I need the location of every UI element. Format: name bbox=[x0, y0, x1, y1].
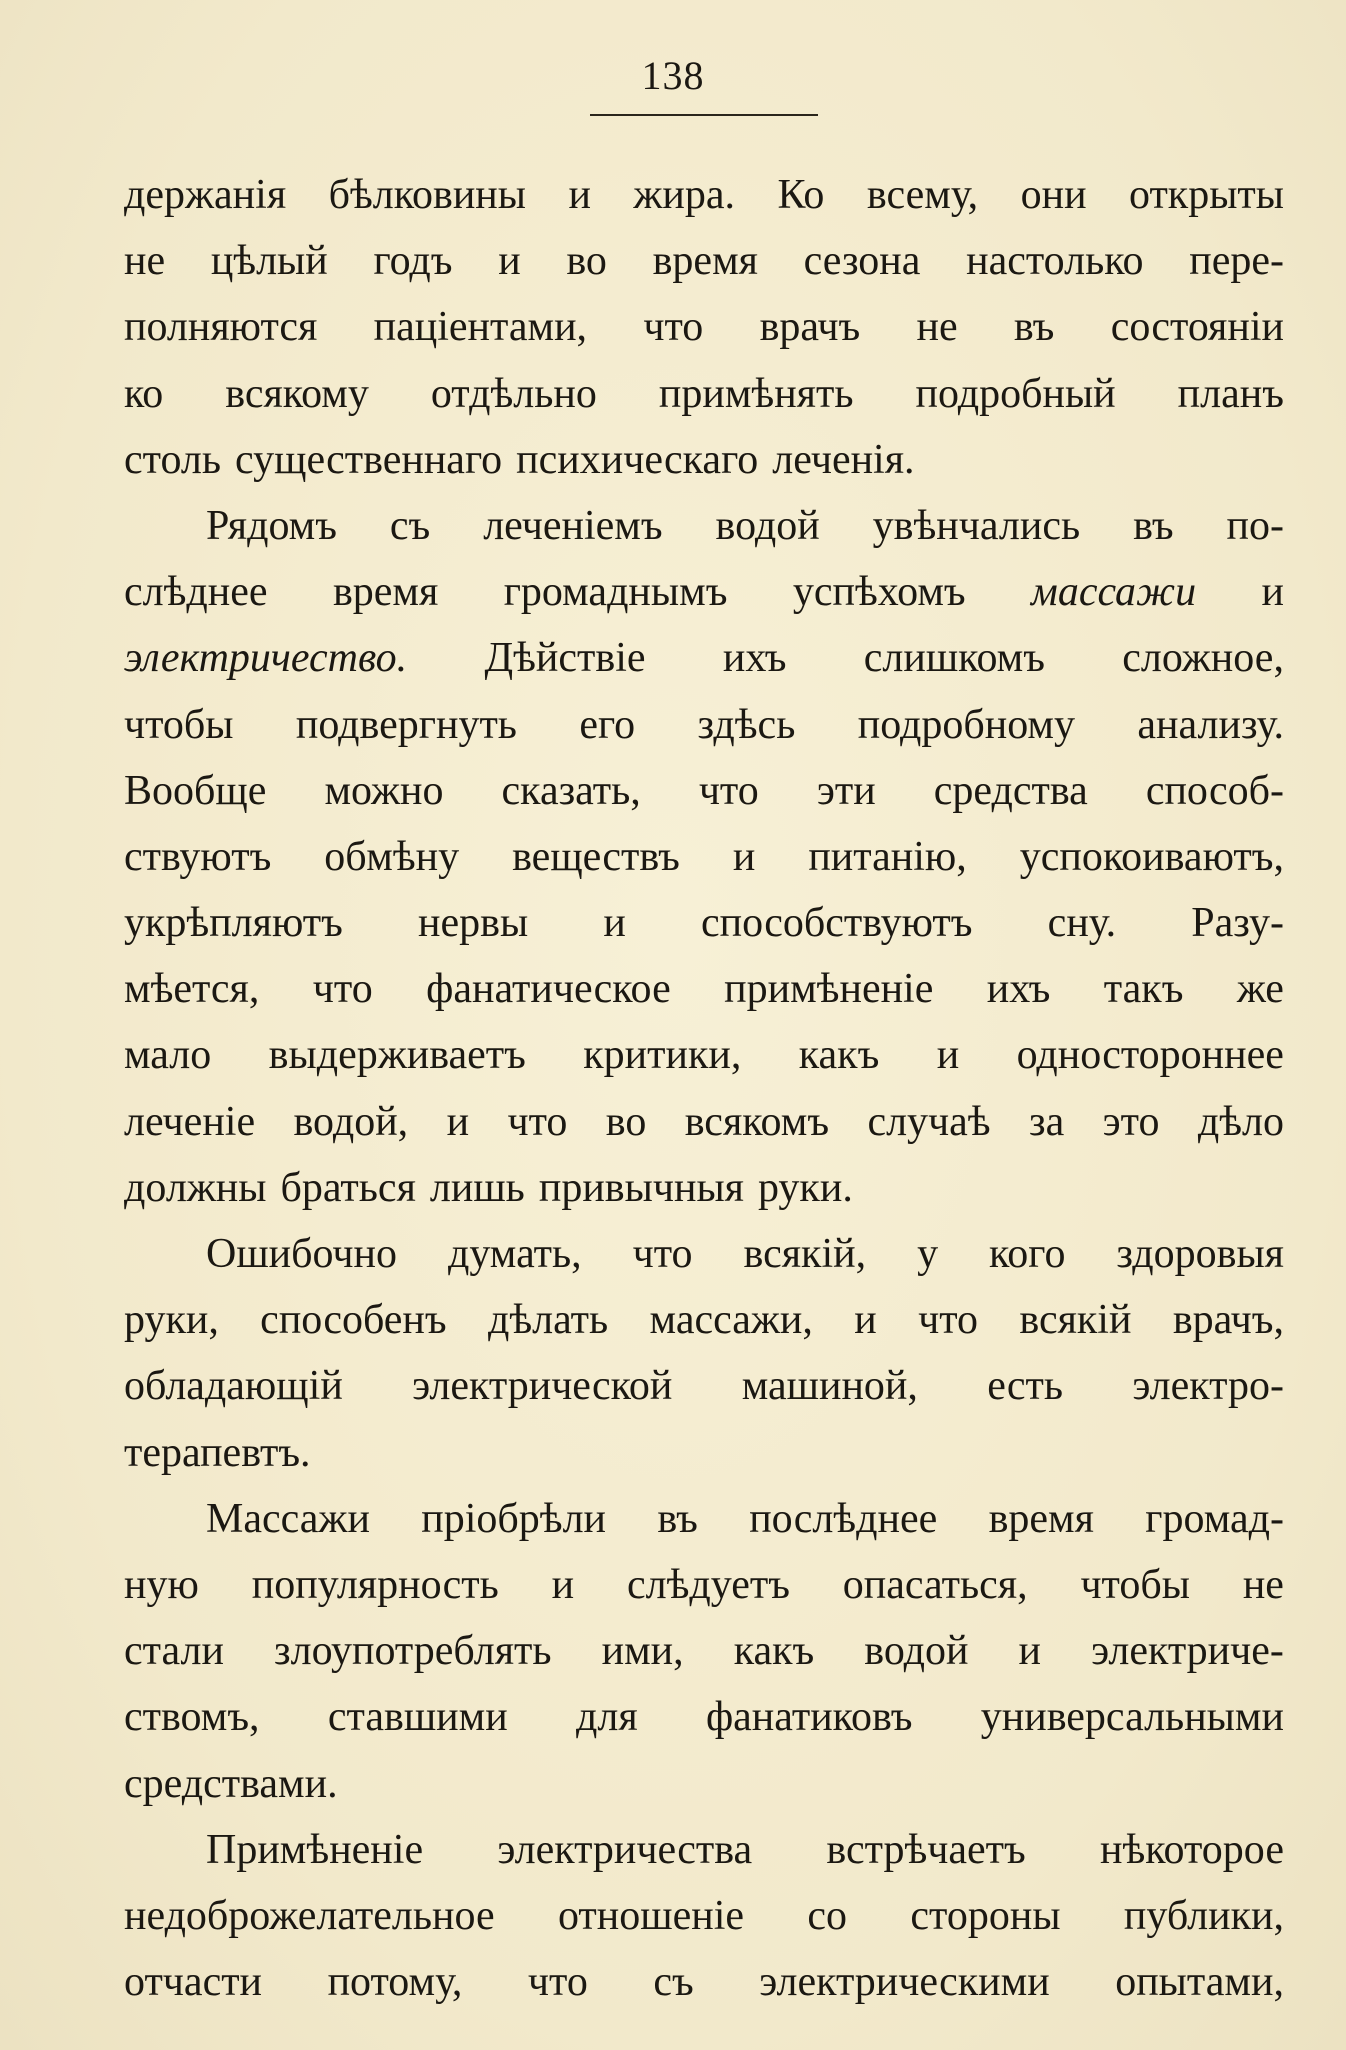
word: есть bbox=[987, 1363, 1064, 1410]
page-number: 138 bbox=[641, 53, 705, 98]
word: ихъ bbox=[722, 635, 787, 682]
word: всякій bbox=[1019, 1297, 1132, 1344]
word: массажи, bbox=[649, 1297, 813, 1344]
word: что bbox=[643, 304, 704, 351]
text-line bbox=[124, 1949, 1284, 2015]
word: не bbox=[124, 238, 166, 285]
word: и bbox=[1018, 1628, 1042, 1675]
word: способенъ bbox=[260, 1297, 447, 1344]
word: чтобы bbox=[1080, 1561, 1190, 1608]
word: что bbox=[918, 1297, 979, 1344]
word: и bbox=[551, 1561, 575, 1608]
word: въ bbox=[1133, 502, 1174, 549]
word: сезона bbox=[803, 238, 921, 285]
word: обладающій bbox=[124, 1363, 343, 1410]
word: эти bbox=[816, 767, 876, 814]
word: паціентами, bbox=[373, 304, 588, 351]
word: ими, bbox=[601, 1628, 684, 1675]
word: средствами. bbox=[124, 1760, 338, 1807]
word: во bbox=[566, 238, 607, 285]
word: дѣло bbox=[1197, 1098, 1284, 1145]
word: подробный bbox=[915, 370, 1116, 417]
text-line bbox=[124, 1817, 1284, 1883]
word: какъ bbox=[733, 1628, 815, 1675]
word: думать, bbox=[447, 1231, 582, 1277]
text-line bbox=[124, 427, 1284, 493]
word: встрѣчаетъ bbox=[826, 1826, 1026, 1873]
word: кого bbox=[989, 1231, 1066, 1277]
word: Примѣненіе bbox=[206, 1826, 424, 1873]
word: врачъ bbox=[759, 304, 861, 351]
word: за bbox=[1029, 1098, 1065, 1145]
word: успокоиваютъ, bbox=[1019, 833, 1284, 880]
word: всякій, bbox=[743, 1231, 867, 1277]
word: увѣнчались bbox=[872, 502, 1081, 549]
word: время bbox=[652, 238, 758, 285]
word: питанію, bbox=[808, 833, 967, 880]
word: подробному bbox=[857, 701, 1075, 748]
word: популярность bbox=[251, 1561, 499, 1608]
word: электрической bbox=[412, 1363, 673, 1410]
word: что bbox=[312, 966, 373, 1013]
word: стороны bbox=[910, 1892, 1061, 1939]
word: и bbox=[732, 833, 756, 880]
text-line bbox=[124, 294, 1284, 360]
word: можно bbox=[324, 767, 444, 814]
word: руки, bbox=[124, 1297, 219, 1344]
word: отчасти bbox=[124, 1959, 263, 2006]
word: сну. bbox=[1047, 900, 1117, 947]
text-line bbox=[124, 1751, 1284, 1817]
word: электриче- bbox=[1091, 1628, 1284, 1675]
word: что bbox=[507, 1098, 568, 1145]
word: со bbox=[807, 1892, 848, 1939]
text-line bbox=[124, 1684, 1284, 1750]
word: и bbox=[1261, 569, 1284, 616]
word: и bbox=[498, 238, 521, 285]
word: водой bbox=[715, 502, 820, 549]
word: съ bbox=[389, 502, 431, 549]
text-line bbox=[124, 1022, 1284, 1088]
word: такъ bbox=[1103, 966, 1184, 1013]
word: они bbox=[1020, 172, 1087, 218]
word: Ко bbox=[777, 172, 825, 218]
text-line bbox=[124, 1089, 1284, 1155]
word: леченія. bbox=[772, 436, 915, 483]
text-line bbox=[124, 1618, 1284, 1684]
word: ствомъ, bbox=[124, 1694, 260, 1741]
word: случаѣ bbox=[867, 1098, 991, 1145]
word: громаднымъ bbox=[503, 569, 728, 616]
text-line bbox=[124, 493, 1284, 559]
word: Разу- bbox=[1191, 900, 1284, 947]
word: не bbox=[1242, 1561, 1284, 1608]
word: анализу. bbox=[1137, 701, 1284, 748]
word: и bbox=[568, 172, 591, 218]
word: состояніи bbox=[1110, 304, 1284, 351]
word: время bbox=[332, 569, 439, 616]
word: должны bbox=[124, 1164, 267, 1211]
word: отношеніе bbox=[557, 1892, 745, 1939]
word: Дѣйствіе bbox=[484, 635, 646, 682]
word: опасаться, bbox=[842, 1561, 1028, 1608]
word: способствуютъ bbox=[701, 900, 973, 947]
word: что bbox=[527, 1959, 588, 2006]
word: нервы bbox=[418, 900, 529, 947]
text-line bbox=[124, 824, 1284, 890]
word: универсальными bbox=[980, 1694, 1284, 1741]
word: фанатиковъ bbox=[705, 1694, 913, 1741]
word: терапевтъ. bbox=[124, 1429, 311, 1476]
word: планъ bbox=[1177, 370, 1284, 417]
text-line bbox=[124, 1486, 1284, 1552]
text-line bbox=[124, 1221, 1284, 1287]
word: злоупотреблять bbox=[274, 1628, 552, 1675]
word: сложное, bbox=[1122, 635, 1284, 682]
word: веществъ bbox=[512, 833, 680, 880]
word: фанатическое bbox=[426, 966, 671, 1013]
word: стали bbox=[124, 1628, 224, 1675]
word: нѣкоторое bbox=[1100, 1826, 1284, 1873]
word: электричества bbox=[497, 1826, 753, 1873]
word: выдерживаетъ bbox=[268, 1032, 526, 1079]
word: врачъ, bbox=[1172, 1297, 1284, 1344]
word: ствуютъ bbox=[124, 833, 272, 880]
word: слѣдуетъ bbox=[626, 1561, 790, 1608]
text-line bbox=[124, 625, 1284, 691]
word: потому, bbox=[327, 1959, 463, 2006]
word: ихъ bbox=[986, 966, 1051, 1013]
text-line bbox=[124, 1287, 1284, 1353]
word: его bbox=[579, 701, 636, 748]
word: примѣнять bbox=[658, 370, 854, 417]
word: водой, bbox=[293, 1098, 409, 1145]
word: столь bbox=[124, 436, 222, 483]
word: машиной, bbox=[741, 1363, 918, 1410]
word: и bbox=[854, 1297, 877, 1344]
word: сказать, bbox=[501, 767, 641, 814]
word: жира. bbox=[633, 172, 736, 218]
word: всему, bbox=[866, 172, 979, 218]
word: въ bbox=[657, 1495, 698, 1542]
body-text bbox=[124, 162, 1284, 2015]
text-line bbox=[124, 1883, 1284, 1949]
word: съ bbox=[653, 1959, 694, 2006]
word: водой bbox=[864, 1628, 969, 1675]
word: чтобы bbox=[124, 701, 234, 748]
text-line bbox=[124, 361, 1284, 427]
word: дѣлать bbox=[487, 1297, 609, 1344]
word: пріобрѣли bbox=[421, 1495, 607, 1542]
word: электричество. bbox=[124, 635, 408, 682]
word: обмѣну bbox=[324, 833, 460, 880]
word: ную bbox=[124, 1561, 199, 1608]
word: способ- bbox=[1145, 767, 1284, 814]
word: бѣлковины bbox=[328, 172, 527, 218]
word: одностороннее bbox=[1016, 1032, 1284, 1079]
word: успѣхомъ bbox=[792, 569, 966, 616]
word: критики, bbox=[583, 1032, 742, 1079]
word: массажи bbox=[1031, 569, 1197, 616]
word: для bbox=[576, 1694, 638, 1741]
word: всякому bbox=[225, 370, 369, 417]
word: не bbox=[916, 304, 958, 351]
text-line bbox=[124, 228, 1284, 294]
text-line bbox=[124, 890, 1284, 956]
word: Рядомъ bbox=[206, 502, 337, 549]
word: и bbox=[446, 1098, 470, 1145]
header-rule bbox=[590, 114, 818, 116]
word: электрическими bbox=[759, 1959, 1050, 2006]
word: Ошибочно bbox=[206, 1231, 398, 1277]
word: электро- bbox=[1132, 1363, 1284, 1410]
word: отдѣльно bbox=[430, 370, 597, 417]
word: и bbox=[603, 900, 626, 947]
word: по- bbox=[1226, 502, 1284, 549]
text-line bbox=[124, 559, 1284, 625]
word: леченіемъ bbox=[483, 502, 663, 549]
word: мѣется, bbox=[124, 966, 260, 1013]
word: настолько bbox=[966, 238, 1144, 285]
word: привычныя bbox=[538, 1164, 744, 1211]
word: здоровыя bbox=[1116, 1231, 1284, 1277]
text-line bbox=[124, 1155, 1284, 1221]
word: психическаго bbox=[516, 436, 759, 483]
word: время bbox=[988, 1495, 1094, 1542]
word: во bbox=[605, 1098, 647, 1145]
word: послѣднее bbox=[749, 1495, 938, 1542]
word: у bbox=[917, 1231, 939, 1277]
word: въ bbox=[1013, 304, 1055, 351]
word: всякомъ bbox=[684, 1098, 830, 1145]
word: средства bbox=[933, 767, 1088, 814]
word: открыты bbox=[1129, 172, 1284, 218]
word: Массажи bbox=[206, 1495, 370, 1542]
word: полняются bbox=[124, 304, 318, 351]
word: держанія bbox=[124, 172, 287, 218]
word: слѣднее bbox=[124, 569, 268, 616]
word: руки. bbox=[757, 1164, 853, 1211]
word: браться bbox=[280, 1164, 416, 1211]
word: ко bbox=[124, 370, 164, 417]
word: недоброжелательное bbox=[124, 1892, 495, 1939]
word: это bbox=[1102, 1098, 1160, 1145]
word: мало bbox=[124, 1032, 212, 1079]
text-line bbox=[124, 162, 1284, 228]
word: громад- bbox=[1145, 1495, 1284, 1542]
word: Вообще bbox=[124, 767, 267, 814]
word: примѣненіе bbox=[724, 966, 934, 1013]
word: здѣсь bbox=[697, 701, 796, 748]
text-line bbox=[124, 956, 1284, 1022]
text-line bbox=[124, 1420, 1284, 1486]
word: цѣлый bbox=[210, 238, 328, 285]
word: же bbox=[1236, 966, 1284, 1013]
word: какъ bbox=[798, 1032, 880, 1079]
text-line bbox=[124, 692, 1284, 758]
word: пере- bbox=[1189, 238, 1284, 285]
word: публики, bbox=[1123, 1892, 1284, 1939]
word: что bbox=[698, 767, 759, 814]
word: ставшими bbox=[327, 1694, 508, 1741]
word: подвергнуть bbox=[295, 701, 517, 748]
word: леченіе bbox=[124, 1098, 256, 1145]
word: опытами, bbox=[1115, 1959, 1284, 2006]
text-line bbox=[124, 1353, 1284, 1419]
text-line bbox=[124, 758, 1284, 824]
word: и bbox=[936, 1032, 960, 1079]
word: слишкомъ bbox=[863, 635, 1045, 682]
word: лишь bbox=[429, 1164, 525, 1211]
word: что bbox=[632, 1231, 693, 1277]
word: укрѣпляютъ bbox=[124, 900, 343, 947]
text-line bbox=[124, 1552, 1284, 1618]
word: существеннаго bbox=[235, 436, 503, 483]
word: годъ bbox=[373, 238, 453, 285]
